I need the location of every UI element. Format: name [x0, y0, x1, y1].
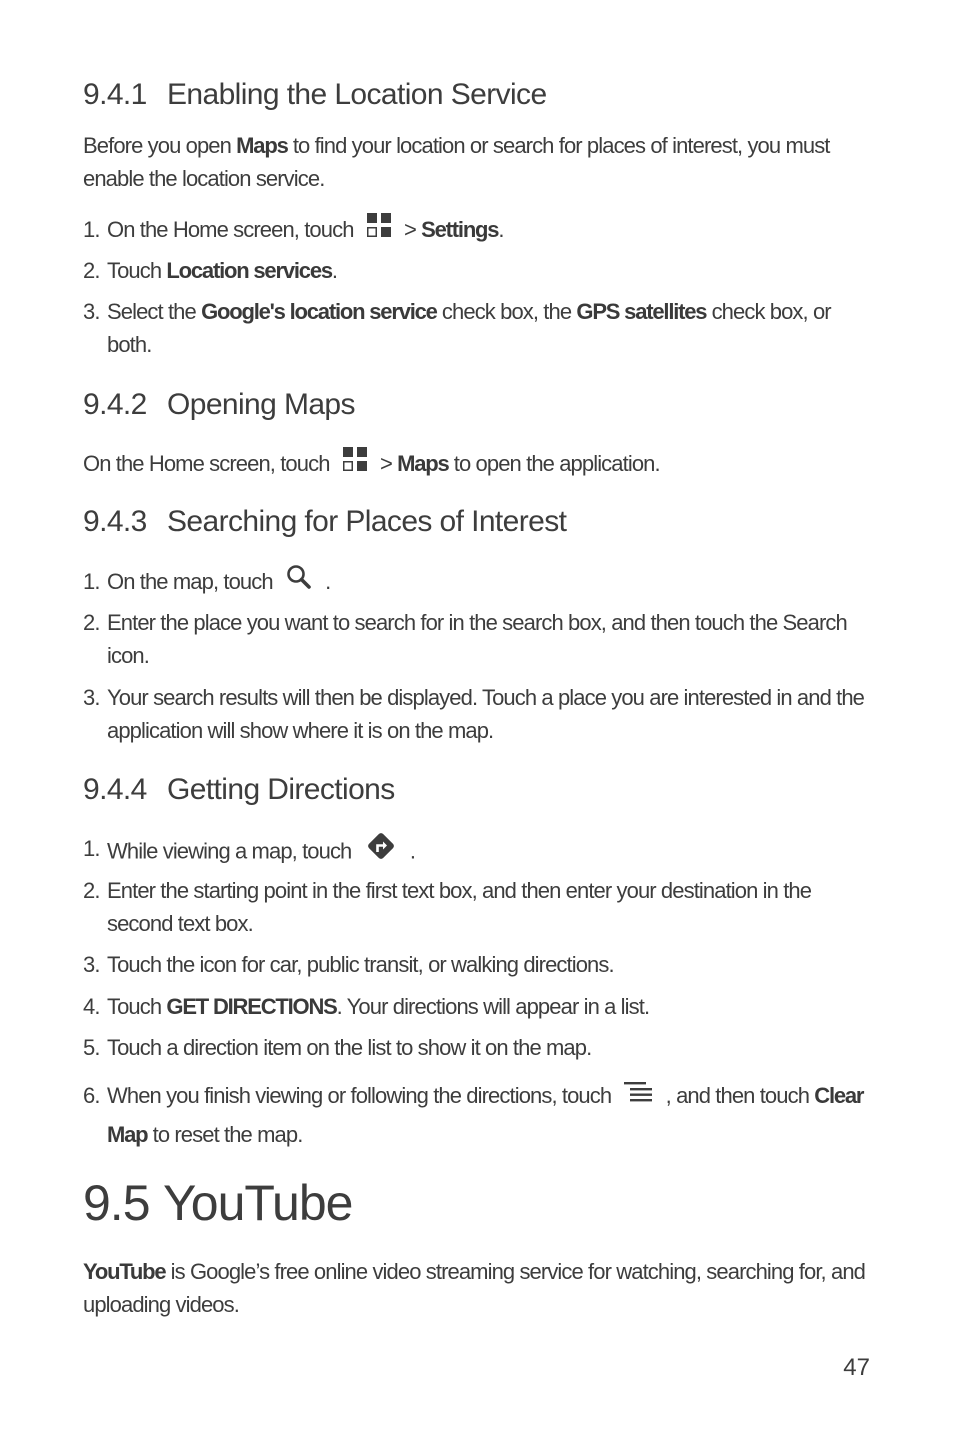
section-title-text: Getting Directions [167, 773, 395, 806]
maps-bold: Maps [236, 133, 288, 158]
section-number: 9.4.2 [83, 388, 147, 421]
directions-icon [365, 830, 397, 871]
text: . [325, 569, 331, 594]
step-item [83, 295, 873, 361]
text: check box, or both. [107, 299, 831, 357]
text: . [331, 258, 338, 283]
text: to reset the map. [147, 1121, 303, 1147]
text: Your search results will then be displayed. Touch a place you are interested in and the application will show where it is on the map. [107, 685, 865, 743]
step-number: 3. [83, 299, 100, 324]
step-number: 2. [83, 878, 100, 903]
step-number: 6. [83, 1083, 100, 1108]
step-number: 5. [83, 1035, 100, 1060]
text: . [498, 217, 504, 242]
apps-grid-icon [367, 213, 391, 246]
step-number: 1. [83, 569, 100, 594]
text: . Your directions will appear in a list. [336, 994, 650, 1019]
text: On the Home screen, touch [107, 217, 354, 242]
text: On the Home screen, touch [83, 451, 330, 476]
opening-maps-paragraph [83, 447, 873, 482]
section-title-text: Searching for Places of Interest [167, 505, 567, 538]
step-item [83, 1077, 873, 1153]
step-number: 1. [83, 217, 100, 242]
text: On the map, touch [107, 569, 273, 594]
section-title-text: Opening Maps [167, 388, 355, 421]
text: Touch [107, 994, 167, 1019]
apps-grid-icon [343, 447, 367, 480]
step-item [83, 948, 873, 981]
step-item [83, 254, 873, 287]
step-item [83, 565, 873, 601]
text: Enter the place you want to search for in the search box, and then touch the Search icon. [107, 610, 847, 668]
text: Select the [107, 299, 202, 324]
text: While viewing a map, touch [107, 838, 352, 864]
maps-bold: Maps [397, 451, 449, 476]
section-title-9-4-3 [83, 505, 566, 539]
step-number: 1. [83, 836, 100, 861]
get-directions-bold: GET DIRECTIONS [166, 994, 337, 1019]
text: Touch [107, 258, 167, 283]
youtube-intro-paragraph [83, 1255, 873, 1321]
step-item [83, 874, 873, 940]
section-title-9-4-1 [83, 78, 547, 112]
text: When you finish viewing or following the directions, touch [107, 1083, 612, 1108]
youtube-bold: YouTube [83, 1259, 166, 1284]
step-item [83, 213, 873, 248]
step-number: 4. [83, 994, 100, 1019]
section-number: 9.4.4 [83, 773, 147, 806]
text: to find your location or search for places of interest, you must enable the location service. [83, 133, 830, 191]
text: > [379, 451, 398, 476]
step-number: 3. [83, 685, 100, 710]
step-item [83, 832, 873, 873]
section-number: 9.4.3 [83, 505, 147, 538]
step-number: 2. [83, 610, 100, 635]
section-title-text: Enabling the Location Service [167, 78, 547, 111]
text: to open the application. [448, 451, 660, 476]
google-location-bold: Google's location service [201, 299, 437, 324]
page-number: 47 [843, 1354, 870, 1381]
section-title-9-5 [83, 1174, 352, 1232]
text: Touch a direction item on the list to show it on the map. [107, 1035, 592, 1060]
step-item [83, 1031, 873, 1064]
menu-icon [624, 1077, 652, 1114]
step-number: 2. [83, 258, 100, 283]
text: . [409, 838, 416, 864]
step-number: 3. [83, 952, 100, 977]
section-title-9-4-2 [83, 388, 355, 422]
text: Enter the starting point in the first text box, and then enter your destination in the second text box. [107, 878, 812, 936]
text: is Google’s free online video streaming service for watching, searching for, and uploading videos. [83, 1259, 865, 1317]
section-number: 9.5 [83, 1175, 150, 1231]
text: , and then touch [665, 1083, 815, 1108]
clear-map-bold: Clear Map [107, 1083, 864, 1147]
text: Touch the icon for car, public transit, or walking directions. [107, 952, 614, 977]
step-item [83, 606, 873, 672]
text: > [403, 217, 422, 242]
section-title-text: YouTube [163, 1175, 353, 1231]
step-item [83, 681, 873, 747]
step-item [83, 990, 873, 1023]
section-number: 9.4.1 [83, 78, 147, 111]
section-title-9-4-4 [83, 773, 395, 807]
text: check box, the [436, 299, 577, 324]
location-intro-paragraph [83, 129, 873, 195]
gps-satellites-bold: GPS satellites [576, 299, 707, 324]
search-icon [286, 564, 312, 599]
text: Before you open [83, 133, 237, 158]
location-services-bold: Location services [166, 258, 332, 283]
settings-bold: Settings [421, 217, 499, 242]
